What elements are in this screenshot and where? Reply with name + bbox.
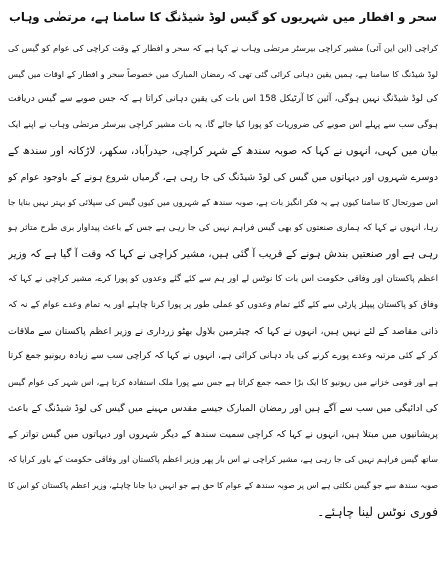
article-line: دوسرے شہروں اور دیہاتوں میں گیس کی لوڈ شیڈنگ کی جا رہی ہے، گرمیاں شروع ہونے کے باوجود عوام کو — [8, 171, 438, 183]
article-line: وفاق کو پاکستان پیپلز پارٹی سے کئے گئے تمام وعدوں کو عملی طور پر پورا کرنا چاہئے اور یہ تمام وعدے عوام کے نہ کہ — [8, 300, 438, 311]
article-line: فوری نوٹس لینا چاہئے۔ — [317, 503, 438, 519]
article-line: اس صورتحال کا سامنا کیوں ہے یہ فکر انگیز بات ہے، صوبہ سندھ کے شہروں میں کیوں گیس کی سپلائی کو بہتر نہیں بنایا جا — [8, 197, 438, 208]
article-headline: سحر و افطار میں شہریوں کو گیس لوڈ شیڈنگ کا سامنا ہے، مرتضٰی وہاب — [9, 10, 437, 24]
article-line: کراچی (این این آئی) مشیر کراچی بیرسٹر مرتضٰی وہاب نے کہا ہے کہ سحر و افطار کے وقت کراچی کی عوام کو گیس کی — [8, 43, 438, 53]
article-line: صوبہ سندھ سے جو گیس نکلتی ہے اس پر صوبہ سندھ کے عوام کا حق ہے جو انہیں دیا جانا چاہئے، وزیر اعظم پاکستان کو اس کا — [8, 480, 438, 490]
article-line: اعظم پاکستان اور وفاقی حکومت اس بات کا نوٹس لے اور ہم سے کئے گئے وعدوں کو پورا کرے، مشیر کراچی نے کہا کہ — [8, 274, 438, 285]
article-line: رہی ہے اور صنعتیں بندش ہونے کے قریب آ گئی ہیں، مشیر کراچی نے کہا کہ وقت آ گیا ہے کہ وزیر — [8, 247, 438, 260]
article-line: رہا، انہوں نے کہا کہ ہماری صنعتوں کو بھی گیس فراہم نہیں کی جا رہی ہے جس کے باعث پیداوار بری طرح متاثر ہو — [8, 222, 438, 233]
article-line: ساتھ گیس فراہم نہیں کی جا رہی ہے، مشیر کراچی نے اس بار پھر وزیر اعظم پاکستان اور وفاقی حکومت کے باور کرایا کہ — [8, 454, 438, 465]
article-line: پریشانیوں میں مبتلا ہیں، انہوں نے کہا کہ کراچی سمیت سندھ کے دیگر شہروں اور دیہاتوں میں گیس تواتر کے — [8, 428, 438, 440]
article-body — [8, 36, 438, 524]
article-line: بیان میں کہی، انہوں نے کہا کہ صوبہ سندھ کے شہر کراچی، حیدرآباد، سکھر، لاڑکانہ اور سندھ کے — [8, 144, 438, 157]
article-line: کی لوڈ شیڈنگ نہیں ہوگی، آئین کا آرٹیکل 158 اس بات کی یقین دہانی کراتا ہے کہ جس صوبے سے گیس دریافت — [8, 94, 438, 105]
article-line: کی ادائیگی میں سب سے آگے ہیں اور رمضان المبارک جیسے مقدس مہینے میں گیس کی لوڈ شیڈنگ کے باعث — [8, 402, 438, 414]
article-line: ذاتی مقاصد کے لئے نہیں ہیں، انہوں نے کہا کہ چیئرمین بلاول بھٹو زرداری نے وزیر اعظم پاکستان سے ملاقات — [8, 325, 438, 337]
article-line: ہوگی سب سے پہلے اس صوبے کی ضروریات کو پورا کیا جائے گا، یہ بات مشیر کراچی بیرسٹر مرتضٰی وہاب نے اپنے ایک — [8, 120, 438, 131]
article-line: ہے اور قومی خزانے میں ریونیو کا ایک بڑا حصہ جمع کراتا ہے جس سے پورا ملک استفادہ کرتا ہے، اس شہر کی عوام گیس — [8, 377, 438, 388]
article-line: کر کے کئی مرتبہ وعدے پورے کرنے کی یاد دہانی کرائی ہے، انہوں نے کہا کہ کراچی سب سے زیادہ ریونیو جمع کرتا — [8, 351, 438, 362]
article-line: لوڈ شیڈنگ کا سامنا ہے، ہمیں یقین دہانی کرائی گئی تھی کہ رمضان المبارک میں خصوصاً سحر و افطار کے اوقات میں گیس — [8, 68, 438, 79]
